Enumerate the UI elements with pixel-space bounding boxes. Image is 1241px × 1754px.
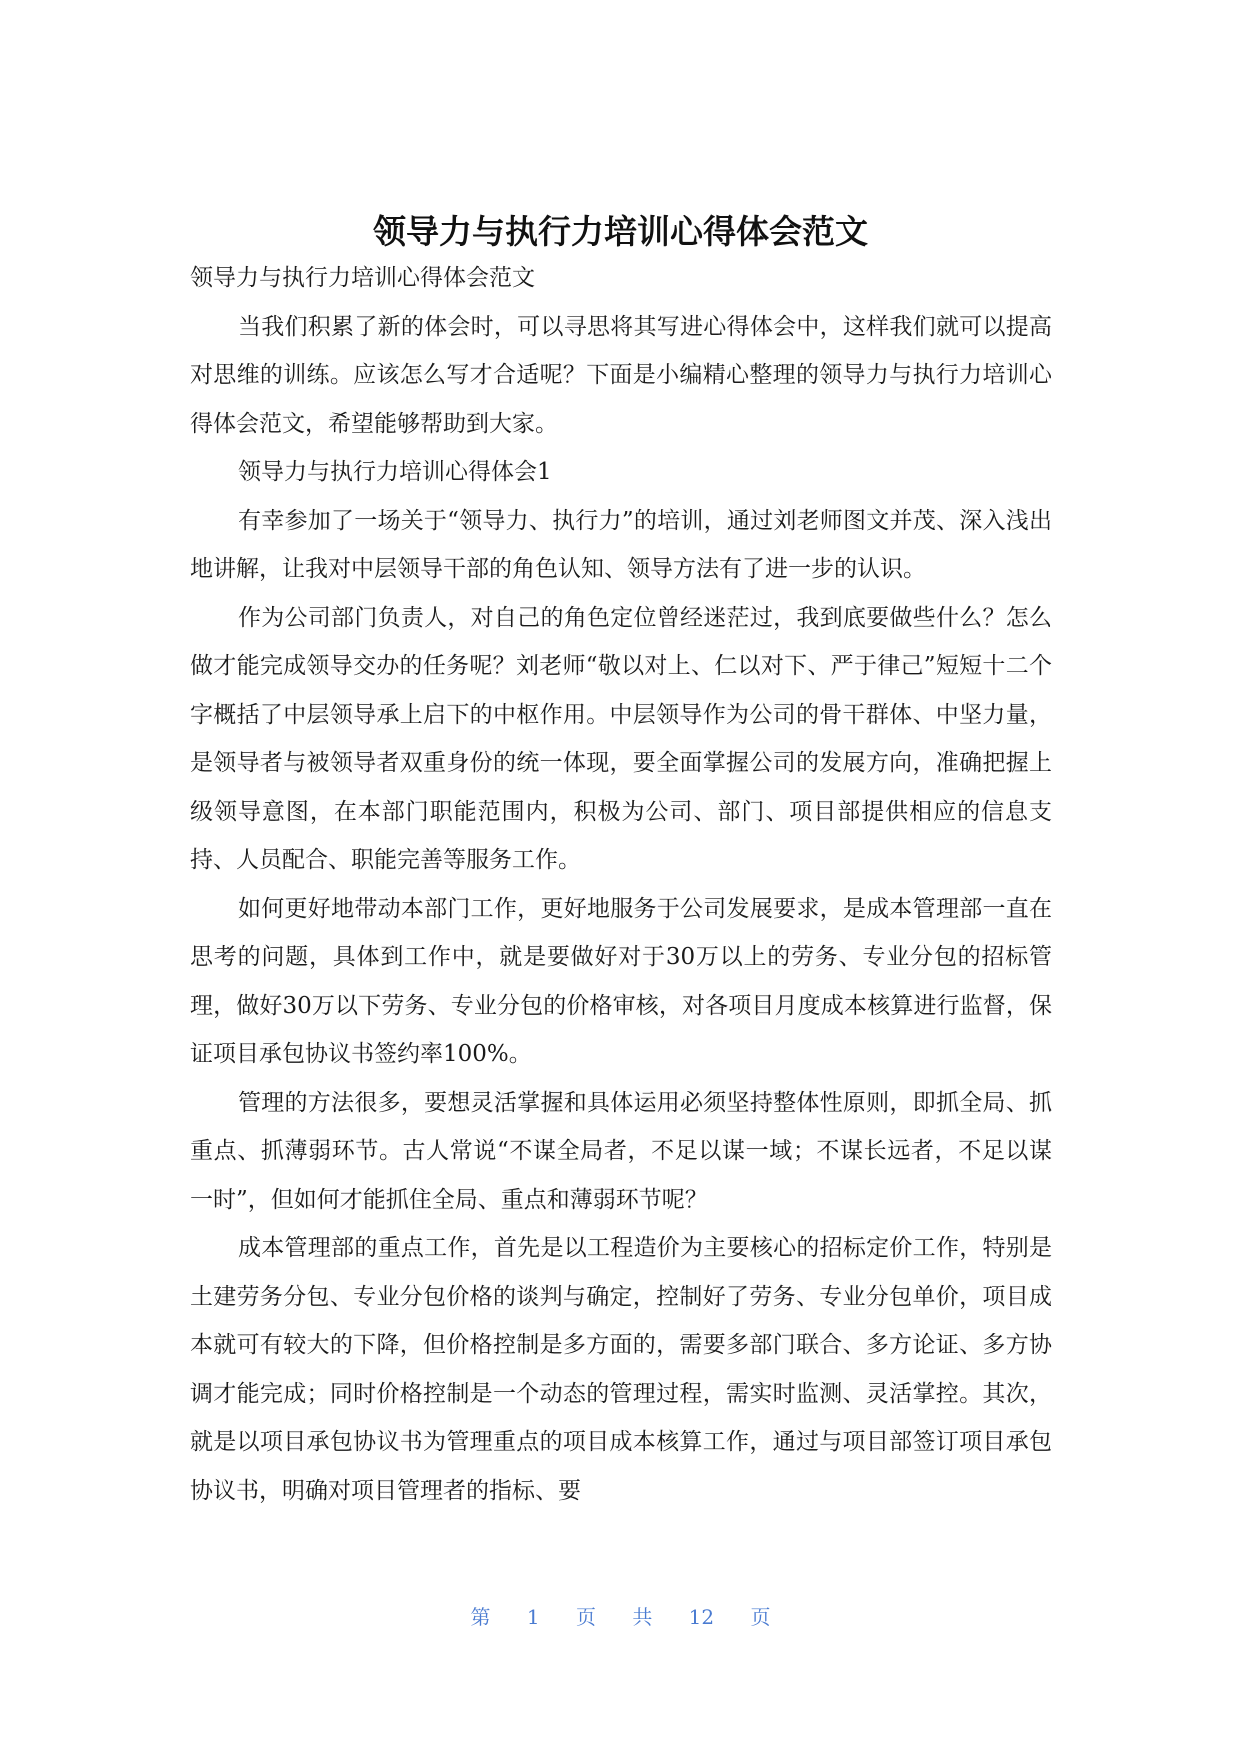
total-suffix: 页 [750, 1605, 771, 1629]
paragraph: 如何更好地带动本部门工作，更好地服务于公司发展要求，是成本管理部一直在思考的问题，具体到工作中，就是要做好对于30万以上的劳务、专业分包的招标管理，做好30万以下劳务、专业分包的价格审核，对各项目月度成本核算进行监督，保证项目承包协议书签约率100%。 [190, 895, 1052, 1067]
paragraph: 当我们积累了新的体会时，可以寻思将其写进心得体会中，这样我们就可以提高对思维的训练。应该怎么写才合适呢？下面是小编精心整理的领导力与执行力培训心得体会范文，希望能够帮助到大家。 [190, 313, 1052, 437]
page-number: 1 [526, 1605, 540, 1629]
paragraph: 作为公司部门负责人，对自己的角色定位曾经迷茫过，我到底要做些什么？怎么做才能完成领导交办的任务呢？刘老师“敬以对上、仁以对下、严于律己”短短十二个字概括了中层领导承上启下的中枢作用。中层领导作为公司的骨干群体、中坚力量，是领导者与被领导者双重身份的统一体现，要全面掌握公司的发展方向，准确把握上级领导意图，在本部门职能范围内，积极为公司、部门、项目部提供相应的信息支持、人员配合、职能完善等服务工作。 [190, 604, 1052, 873]
total-label: 共 [632, 1605, 653, 1629]
paragraph: 领导力与执行力培训心得体会范文 [190, 265, 535, 291]
paragraph: 成本管理部的重点工作，首先是以工程造价为主要核心的招标定价工作，特别是土建劳务分包、专业分包价格的谈判与确定，控制好了劳务、专业分包单价，项目成本就可有较大的下降，但价格控制是多方面的，需要多部门联合、多方论证、多方协调才能完成；同时价格控制是一个动态的管理过程，需实时监测、灵活掌控。其次，就是以项目承包协议书为管理重点的项目成本核算工作，通过与项目部签订项目承包协议书，明确对项目管理者的指标、要 [190, 1235, 1052, 1504]
section-heading: 领导力与执行力培训心得体会1 [238, 459, 552, 485]
page-label: 第 [470, 1605, 491, 1629]
page-suffix: 页 [575, 1605, 596, 1629]
total-pages: 12 [688, 1605, 715, 1629]
document-title: 领导力与执行力培训心得体会范文 [373, 212, 868, 252]
page-footer [0, 1603, 1241, 1631]
document-body [190, 254, 1052, 1515]
paragraph: 有幸参加了一场关于“领导力、执行力”的培训，通过刘老师图文并茂、深入浅出地讲解，让我对中层领导干部的角色认知、领导方法有了进一步的认识。 [190, 507, 1052, 582]
paragraph: 管理的方法很多，要想灵活掌握和具体运用必须坚持整体性原则，即抓全局、抓重点、抓薄弱环节。古人常说“不谋全局者，不足以谋一域；不谋长远者，不足以谋一时”，但如何才能抓住全局、重点和薄弱环节呢？ [190, 1089, 1052, 1213]
